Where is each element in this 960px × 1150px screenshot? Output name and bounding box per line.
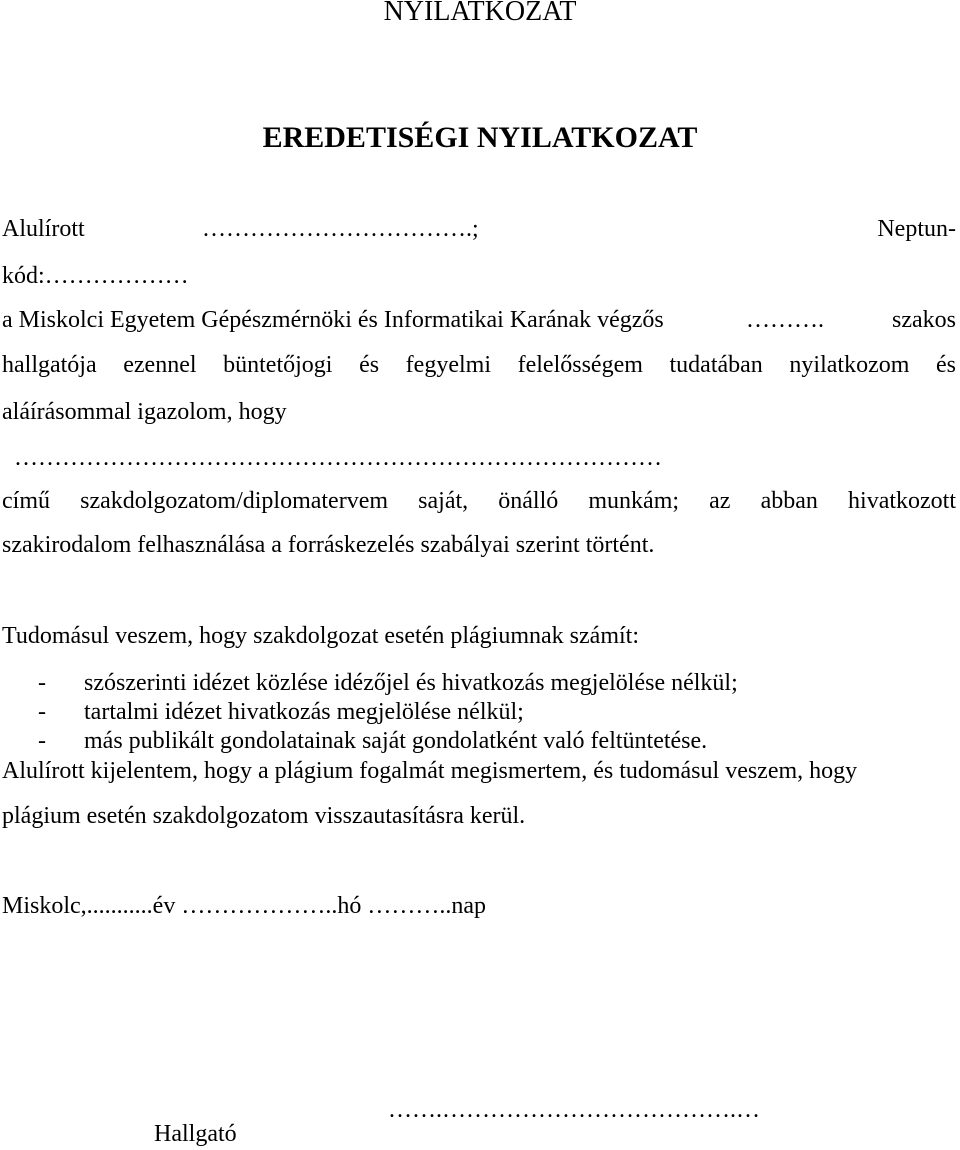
szakos-label: szakos: [892, 307, 956, 333]
declaration-line-1: [2, 213, 956, 245]
neptun-label: Neptun-: [877, 216, 956, 242]
plagiarism-list-item: [2, 725, 707, 757]
list-item-text: szószerinti idézet közlése idézőjel és hivatkozás megjelölése nélkül;: [84, 670, 738, 696]
document-title: EREDETISÉGI NYILATKOZAT: [262, 121, 698, 154]
signature-line-dots: …….……………………………….…: [388, 1097, 760, 1123]
signature-label: Hallgató: [154, 1121, 237, 1147]
declaration-line-3: [2, 304, 956, 336]
thesis-title-placeholder-dots: ………………………………………………………………………: [14, 445, 662, 471]
plagiarism-list-item: [2, 696, 524, 728]
plagiarism-conclusion-line-2: plágium esetén szakdolgozatom visszautasításra kerül.: [2, 803, 526, 829]
declaration-line-2: kód:………………: [2, 263, 189, 289]
declaration-line-5: aláírásommal igazolom, hogy: [2, 399, 287, 425]
declaration-line-8: szakirodalom felhasználása a forráskezelés szabályai szerint történt.: [2, 532, 655, 558]
list-item-text: más publikált gondolatainak saját gondolatként való feltüntetése.: [84, 728, 708, 754]
name-placeholder-dots: …………………………….;: [202, 216, 479, 242]
plagiarism-conclusion-line-1: Alulírott kijelentem, hogy a plágium fogalmát megismertem, és tudomásul veszem, hogy: [2, 758, 858, 784]
alulirott-label: Alulírott: [2, 216, 85, 242]
declaration-line-4: hallgatója ezennel büntetőjogi és fegyelmi felelősségem tudatában nyilatkozom és: [2, 352, 956, 378]
page-top-title: NYILATKOZAT: [383, 0, 577, 27]
list-item-text: tartalmi idézet hivatkozás megjelölése nélkül;: [84, 699, 524, 725]
list-dash: -: [38, 670, 46, 696]
declaration-line-7: című szakdolgozatom/diplomatervem saját, önálló munkám; az abban hivatkozott: [2, 488, 956, 514]
plagiarism-intro: Tudomásul veszem, hogy szakdolgozat esetén plágiumnak számít:: [2, 623, 639, 649]
list-dash: -: [38, 728, 46, 754]
major-placeholder-dots: ……….: [746, 307, 824, 333]
date-line: Miskolc,...........év ………………..hó ………..nap: [2, 893, 486, 919]
faculty-text: a Miskolci Egyetem Gépészmérnöki és Informatikai Karának végzős: [2, 307, 664, 333]
plagiarism-list-item: [2, 667, 738, 699]
list-dash: -: [38, 699, 46, 725]
